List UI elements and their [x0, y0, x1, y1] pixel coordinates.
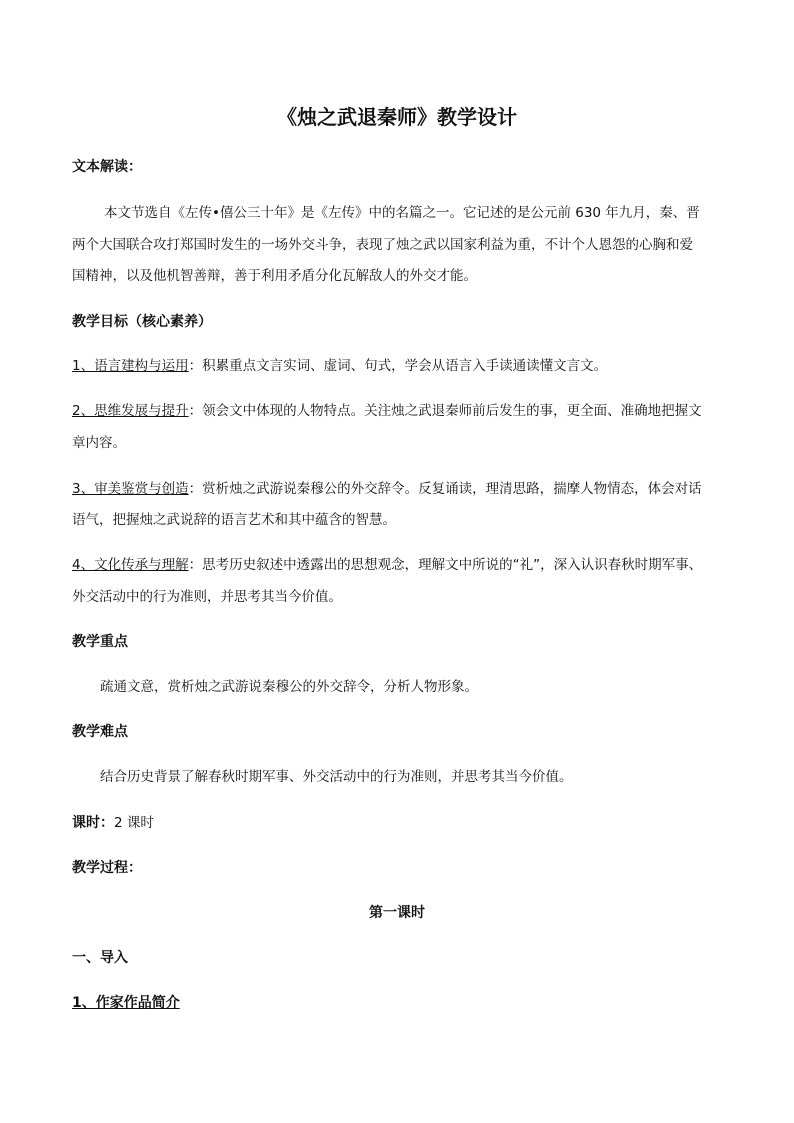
goal-label: 4、文化传承与理解: [72, 557, 189, 573]
class-hours-label: 课时：: [72, 815, 114, 831]
goal-item-4-continued: 外交活动中的行为准则，并思考其当今价值。: [72, 589, 342, 605]
key-points-heading: 教学重点: [72, 634, 128, 650]
goal-label: 3、审美鉴赏与创造: [72, 481, 189, 497]
goal-label: 2、思维发展与提升: [72, 403, 189, 419]
difficulties-heading: 教学难点: [72, 724, 128, 740]
document-title: 《烛之武退秦师》教学设计: [277, 105, 517, 129]
text-reading-heading: 文本解读：: [72, 159, 142, 175]
text-reading-line-1: 本文节选自《左传•僖公三十年》是《左传》中的名篇之一。它记述的是公元前 630 年九月，秦、晋: [104, 205, 700, 221]
text-reading-line-3: 国精神，以及他机智善辩，善于利用矛盾分化瓦解敌人的外交才能。: [72, 268, 477, 284]
goal-item-1: [72, 356, 607, 376]
section-1-heading: 一、导入: [72, 950, 128, 966]
goal-item-3-continued: 语气，把握烛之武说辞的语言艺术和其中蕴含的智慧。: [72, 512, 396, 528]
class-hours: [72, 813, 154, 833]
goal-label: 1、语言建构与运用: [72, 358, 189, 374]
goals-heading: 教学目标（核心素养）: [72, 314, 212, 330]
goal-text: ：思考历史叙述中透露出的思想观念，理解文中所说的“礼”，深入认识春秋时期军事、: [188, 557, 703, 573]
goal-item-4: [72, 555, 702, 575]
goal-text: ：积累重点文言实词、虚词、句式，学会从语言入手读通读懂文言文。: [188, 358, 608, 374]
key-points-text: 疏通文意，赏析烛之武游说秦穆公的外交辞令，分析人物形象。: [100, 679, 478, 695]
goal-item-2-continued: 章内容。: [72, 435, 126, 451]
subsection-1-heading: 1、作家作品简介: [72, 995, 180, 1011]
goal-text: ：领会文中体现的人物特点。关注烛之武退秦师前后发生的事，更全面、准确地把握文: [188, 403, 702, 419]
goal-item-3: [72, 479, 702, 499]
process-heading: 教学过程：: [72, 860, 142, 876]
difficulties-text: 结合历史背景了解春秋时期军事、外交活动中的行为准则，并思考其当今价值。: [100, 769, 573, 785]
lesson-title: 第一课时: [369, 905, 425, 921]
goal-text: ：赏析烛之武游说秦穆公的外交辞令。反复诵读，理清思路，揣摩人物情态，体会对话: [188, 481, 702, 497]
text-reading-line-2: 两个大国联合攻打郑国时发生的一场外交斗争，表现了烛之武以国家利益为重，不计个人恩怨的心胸和爱: [72, 237, 693, 253]
class-hours-value: 2 课时: [114, 815, 154, 831]
goal-item-2: [72, 401, 702, 421]
